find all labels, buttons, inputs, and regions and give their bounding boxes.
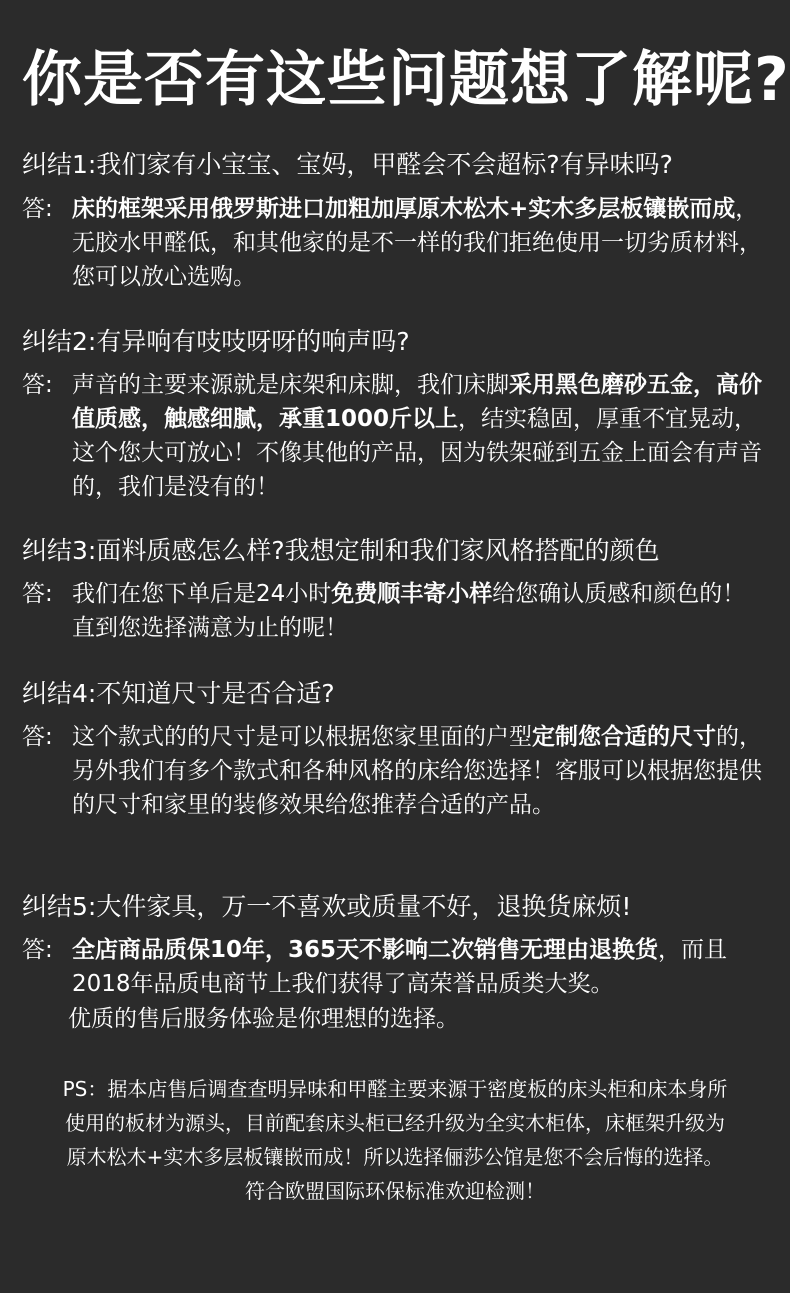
answer-1-rest: ，无胶水甲醛低，和其他家的是不一样的我们拒绝使用一切劣质材料，您可以放心选购。 bbox=[72, 196, 762, 290]
question-5: 纠结5:大件家具，万一不喜欢或质量不好，退换货麻烦! bbox=[22, 892, 632, 921]
answer-4-highlight: 定制您合适的尺寸 bbox=[532, 724, 716, 750]
question-4: 纠结4:不知道尺寸是否合适? bbox=[22, 679, 335, 708]
answer-3-pre: 我们在您下单后是24小时 bbox=[72, 581, 332, 607]
answer-3-rest: 给您确认质感和颜色的！直到您选择满意为止的呢！ bbox=[72, 581, 746, 641]
answer-1-highlight: 床的框架采用俄罗斯进口加粗加厚原木松木+实木多层板镶嵌而成 bbox=[72, 196, 736, 222]
answer-label: 答: bbox=[22, 196, 53, 222]
answer-3-highlight: 免费顺丰寄小样 bbox=[331, 581, 493, 607]
ps-note: PS：据本店售后调查查明异味和甲醛主要来源于密度板的床头柜和床本身所使用的板材为源头，目前配套床头柜已经升级为全实木柜体，床框架升级为原木松木+实木多层板镶嵌而成！所以选择俪莎公馆是您不会后悔的选择。符合欧盟国际环保标准欢迎检测！ bbox=[62, 1077, 728, 1203]
answer-2 bbox=[22, 368, 762, 504]
page-title: 你是否有这些问题想了解呢? bbox=[22, 45, 790, 115]
question-2: 纠结2:有异响有吱吱呀呀的响声吗? bbox=[22, 327, 410, 356]
answer-3-text bbox=[72, 577, 762, 645]
answer-5 bbox=[22, 933, 762, 1001]
answer-4-rest: 的，另外我们有多个款式和各种风格的床给您选择！客服可以根据您提供的尺寸和家里的装修效果给您推荐合适的产品。 bbox=[72, 724, 762, 818]
answer-4-text bbox=[72, 720, 762, 822]
answer-5-rest: ，而且2018年品质电商节上我们获得了高荣誉品质类大奖。 bbox=[72, 937, 728, 997]
answer-2-pre: 声音的主要来源就是床架和床脚，我们床脚 bbox=[72, 372, 509, 398]
answer-5-highlight: 全店商品质保10年，365天不影响二次销售无理由退换货 bbox=[72, 937, 659, 963]
answer-2-text bbox=[72, 368, 762, 504]
answer-label: 答: bbox=[22, 581, 53, 607]
question-1: 纠结1:我们家有小宝宝、宝妈，甲醛会不会超标?有异味吗? bbox=[22, 150, 673, 179]
answer-2-rest: ，结实稳固，厚重不宜晃动，这个您大可放心！不像其他的产品，因为铁架碰到五金上面会有声音的，我们是没有的！ bbox=[72, 406, 762, 500]
answer-label: 答: bbox=[22, 724, 53, 750]
answer-4 bbox=[22, 720, 762, 822]
answer-5-text bbox=[72, 933, 762, 1001]
answer-label: 答: bbox=[22, 937, 53, 963]
answer-3 bbox=[22, 577, 762, 645]
answer-label: 答: bbox=[22, 372, 53, 398]
answer-1-text bbox=[72, 192, 762, 294]
answer-5-extra: 优质的售后服务体验是你理想的选择。 bbox=[68, 1006, 459, 1032]
answer-4-pre: 这个款式的的尺寸是可以根据您家里面的户型 bbox=[72, 724, 532, 750]
answer-1 bbox=[22, 192, 762, 294]
question-3: 纠结3:面料质感怎么样?我想定制和我们家风格搭配的颜色 bbox=[22, 536, 660, 565]
answer-2-highlight: 采用黑色磨砂五金，高价值质感，触感细腻，承重1000斤以上 bbox=[72, 372, 762, 432]
